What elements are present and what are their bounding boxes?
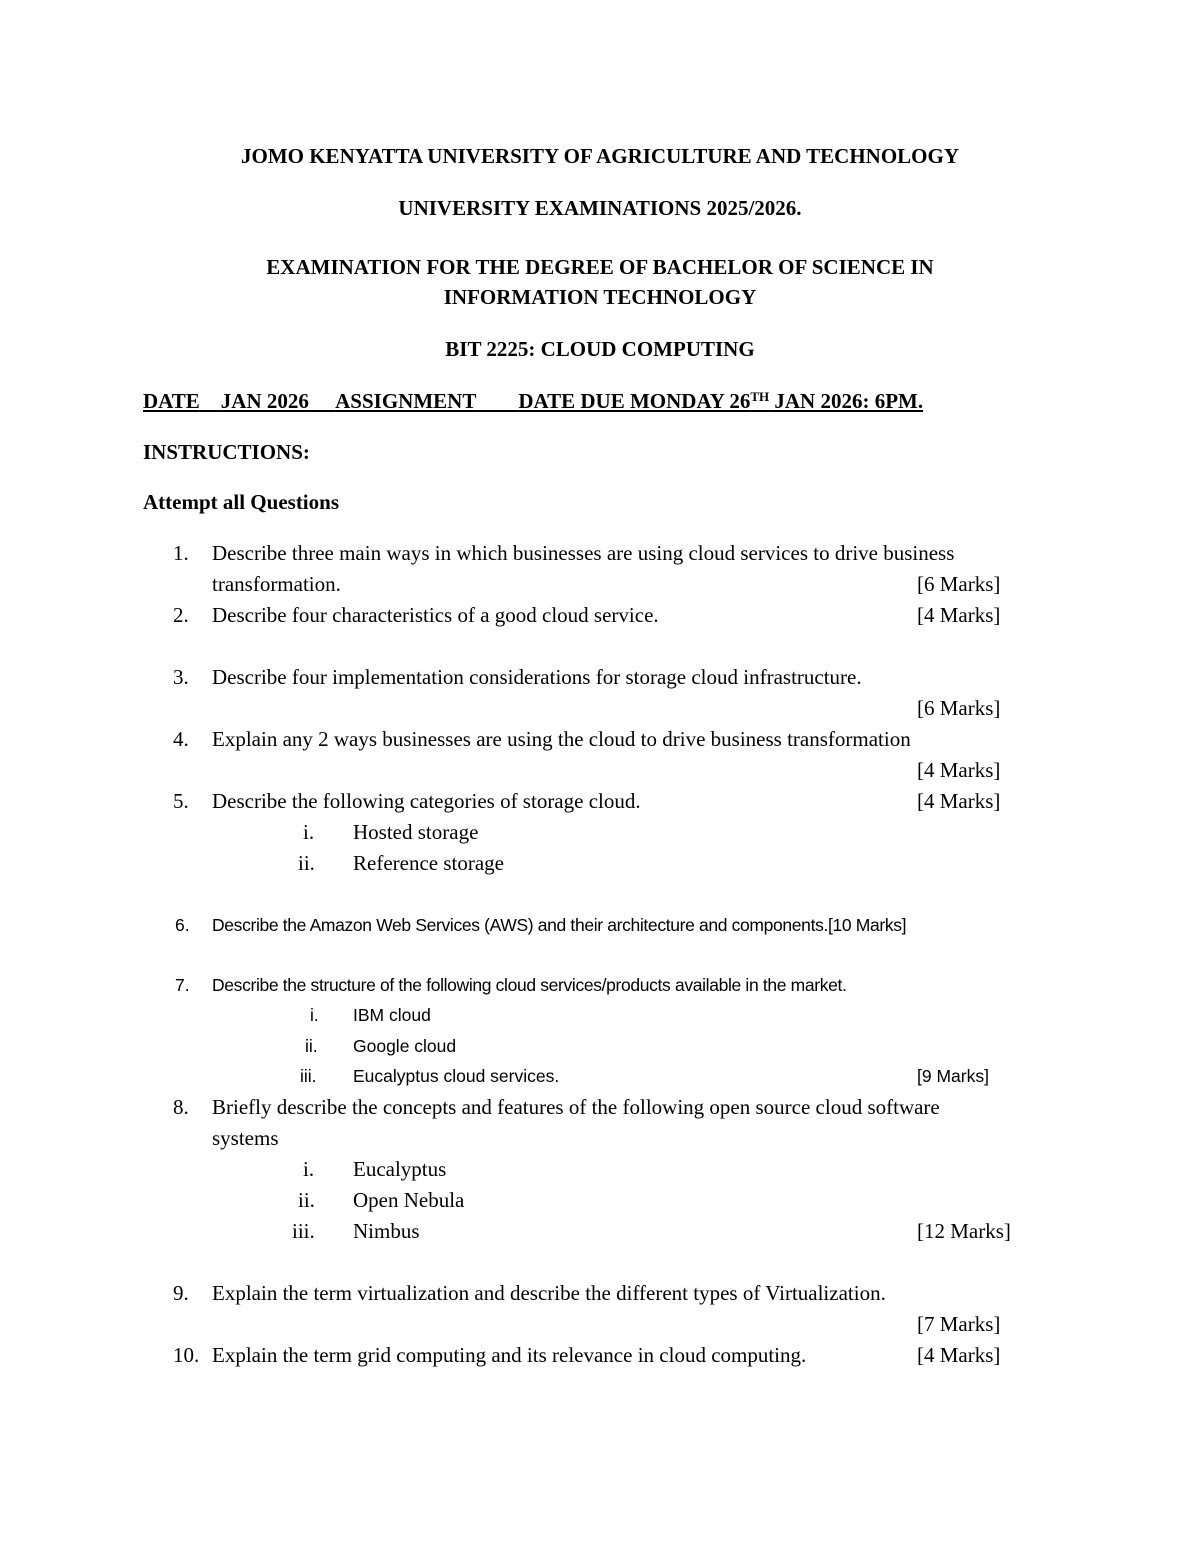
q5-number: 5. bbox=[173, 789, 189, 813]
q7-sub-text: IBM cloud bbox=[353, 1005, 431, 1025]
q2-marks: [4 Marks] bbox=[917, 603, 1001, 627]
q7-number: 7. bbox=[175, 975, 190, 995]
q2-number: 2. bbox=[173, 603, 189, 627]
q5-sub-text: Reference storage bbox=[353, 851, 504, 875]
due-date-suffix: JAN 2026: 6PM. bbox=[769, 389, 924, 413]
q6-text bbox=[212, 915, 906, 936]
q8-text-line1: Briefly describe the concepts and features of the following open source cloud software bbox=[212, 1095, 940, 1119]
q3-number: 3. bbox=[173, 665, 189, 689]
q8-text-line2: systems bbox=[212, 1126, 279, 1150]
q7-marks: [9 Marks] bbox=[917, 1066, 989, 1086]
q1-marks: [6 Marks] bbox=[917, 572, 1001, 596]
q10-marks: [4 Marks] bbox=[917, 1343, 1001, 1367]
q9-text: Explain the term virtualization and describe the different types of Virtualization. bbox=[212, 1281, 886, 1305]
instructions-title: INSTRUCTIONS: bbox=[143, 440, 310, 464]
q1-text-line2: transformation. bbox=[212, 572, 341, 596]
attempt-all-questions: Attempt all Questions bbox=[143, 490, 339, 514]
q8-sub-text: Nimbus bbox=[353, 1219, 420, 1243]
q4-marks: [4 Marks] bbox=[917, 758, 1001, 782]
q1-number: 1. bbox=[173, 541, 189, 565]
q6-marks: [10 Marks] bbox=[828, 915, 907, 935]
q8-sub-text: Eucalyptus bbox=[353, 1157, 447, 1181]
q7-sub-number: i. bbox=[310, 1005, 319, 1025]
q6-text-body: Describe the Amazon Web Services (AWS) and their architecture and components. bbox=[212, 915, 828, 935]
degree-title-line1: EXAMINATION FOR THE DEGREE OF BACHELOR OF SCIENCE IN bbox=[266, 255, 934, 279]
date-value: JAN 2026 bbox=[220, 389, 309, 413]
degree-title-line2: INFORMATION TECHNOLOGY bbox=[443, 285, 757, 309]
university-name: JOMO KENYATTA UNIVERSITY OF AGRICULTURE AND TECHNOLOGY bbox=[240, 144, 960, 168]
q9-number: 9. bbox=[173, 1281, 189, 1305]
q9-marks: [7 Marks] bbox=[917, 1312, 1001, 1336]
q8-marks: [12 Marks] bbox=[917, 1219, 1011, 1243]
q2-text: Describe four characteristics of a good cloud service. bbox=[212, 603, 659, 627]
q8-number: 8. bbox=[173, 1095, 189, 1119]
q5-sub-text: Hosted storage bbox=[353, 820, 479, 844]
due-date-prefix: DATE DUE MONDAY 26 bbox=[518, 389, 751, 413]
q10-number: 10. bbox=[173, 1343, 200, 1367]
q8-sub-number: iii. bbox=[292, 1219, 315, 1243]
due-date-superscript: TH bbox=[750, 389, 770, 404]
q5-sub-number: ii. bbox=[298, 851, 315, 875]
date-line bbox=[143, 389, 1009, 414]
q7-sub-text: Eucalyptus cloud services. bbox=[353, 1066, 560, 1086]
date-label: DATE bbox=[143, 389, 200, 413]
q5-marks: [4 Marks] bbox=[917, 789, 1001, 813]
q4-number: 4. bbox=[173, 727, 189, 751]
q6-number: 6. bbox=[175, 915, 190, 935]
q10-text: Explain the term grid computing and its relevance in cloud computing. bbox=[212, 1343, 807, 1367]
q4-text: Explain any 2 ways businesses are using the cloud to drive business transformation bbox=[212, 727, 911, 751]
q5-text: Describe the following categories of storage cloud. bbox=[212, 789, 641, 813]
course-title: BIT 2225: CLOUD COMPUTING bbox=[445, 337, 755, 361]
exam-session: UNIVERSITY EXAMINATIONS 2025/2026. bbox=[398, 196, 802, 220]
assignment-label: ASSIGNMENT bbox=[335, 389, 477, 413]
q5-sub-number: i. bbox=[303, 820, 315, 844]
q3-text: Describe four implementation considerations for storage cloud infrastructure. bbox=[212, 665, 862, 689]
q7-sub-number: ii. bbox=[305, 1036, 318, 1056]
q8-sub-number: i. bbox=[303, 1157, 315, 1181]
q3-marks: [6 Marks] bbox=[917, 696, 1001, 720]
q7-sub-number: iii. bbox=[300, 1066, 317, 1086]
q8-sub-text: Open Nebula bbox=[353, 1188, 465, 1212]
q8-sub-number: ii. bbox=[298, 1188, 315, 1212]
q1-text-line1: Describe three main ways in which businesses are using cloud services to drive business bbox=[212, 541, 955, 565]
q7-text: Describe the structure of the following cloud services/products available in the market. bbox=[212, 975, 847, 995]
q7-sub-text: Google cloud bbox=[353, 1036, 457, 1056]
